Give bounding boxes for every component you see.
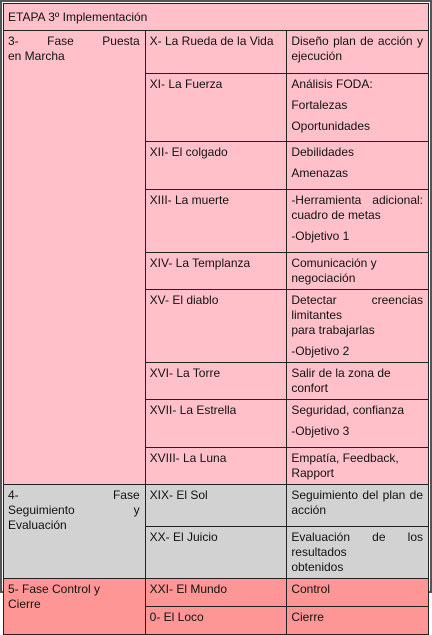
phase-cell — [4, 485, 146, 579]
description-cell — [287, 142, 429, 190]
description-line: Empatía, Feedback, Rapport — [291, 451, 399, 480]
description-line: obtenidos — [291, 560, 344, 574]
description-line: cuadro de metas — [291, 208, 381, 222]
description-line: Detectar creencias limitantes — [291, 293, 423, 322]
description-line: Oportunidades — [291, 119, 371, 133]
table-title: ETAPA 3º Implementación — [4, 4, 429, 31]
table-row — [4, 31, 429, 74]
phase-name-line: 4- Fase — [8, 488, 140, 502]
card-cell: XXI- El Mundo — [145, 579, 287, 607]
phase-name-line: en Marcha — [8, 49, 65, 63]
description-line: acción — [291, 503, 326, 517]
description-line: Comunicación y negociación — [291, 256, 377, 285]
description-line: Análisis FODA: — [291, 77, 373, 91]
phase-cell — [4, 31, 146, 485]
description-cell — [287, 485, 429, 527]
description-line: ejecución — [291, 49, 343, 63]
description-line: Cierre — [291, 610, 324, 624]
card-cell: XI- La Fuerza — [145, 74, 287, 142]
description-line: -Herramienta adicional: — [291, 193, 423, 207]
description-cell — [287, 190, 429, 253]
table-row — [4, 485, 429, 527]
phase-name-line: 3- Fase Puesta — [8, 34, 140, 48]
description-line: -Objetivo 1 — [291, 229, 350, 243]
description-line: -Objetivo 2 — [291, 344, 350, 358]
description-line: Salir de la zona de confort — [291, 366, 391, 395]
description-line: Fortalezas — [291, 98, 348, 112]
card-cell: XIX- El Sol — [145, 485, 287, 527]
card-cell: 0- El Loco — [145, 607, 287, 635]
card-cell: XX- El Juicio — [145, 527, 287, 579]
description-cell — [287, 253, 429, 290]
card-cell: XV- El diablo — [145, 290, 287, 363]
description-line: Diseño plan de acción y — [291, 34, 423, 48]
description-line: para trabajarlas — [291, 323, 375, 337]
description-cell — [287, 527, 429, 579]
description-line: Amenazas — [291, 166, 349, 180]
phase-cell — [4, 579, 146, 635]
phase-name-line: Evaluación — [8, 518, 67, 532]
description-cell — [287, 74, 429, 142]
description-line: Control — [291, 582, 330, 596]
phase-name-line: 5- Fase Control y — [8, 582, 101, 596]
card-cell: XVI- La Torre — [145, 363, 287, 400]
card-cell: XVIII- La Luna — [145, 448, 287, 485]
description-cell — [287, 400, 429, 448]
card-cell: XII- El colgado — [145, 142, 287, 190]
description-cell — [287, 31, 429, 74]
card-cell: XVII- La Estrella — [145, 400, 287, 448]
description-line: Debilidades — [291, 145, 355, 159]
description-cell — [287, 363, 429, 400]
table-title-row — [4, 4, 429, 31]
description-cell — [287, 448, 429, 485]
description-line: Seguridad, confianza — [291, 403, 405, 417]
description-line: Seguimiento del plan de — [291, 488, 423, 502]
phase-name-line: Seguimiento y — [8, 503, 140, 517]
card-cell: X- La Rueda de la Vida — [145, 31, 287, 74]
description-cell — [287, 607, 429, 635]
phase-name-line: Cierre — [8, 597, 41, 611]
card-cell: XIII- La muerte — [145, 190, 287, 253]
implementation-table — [3, 3, 429, 635]
description-cell — [287, 290, 429, 363]
card-cell: XIV- La Templanza — [145, 253, 287, 290]
description-line: -Objetivo 3 — [291, 424, 350, 438]
description-line: Evaluación de los resultados — [291, 530, 423, 559]
